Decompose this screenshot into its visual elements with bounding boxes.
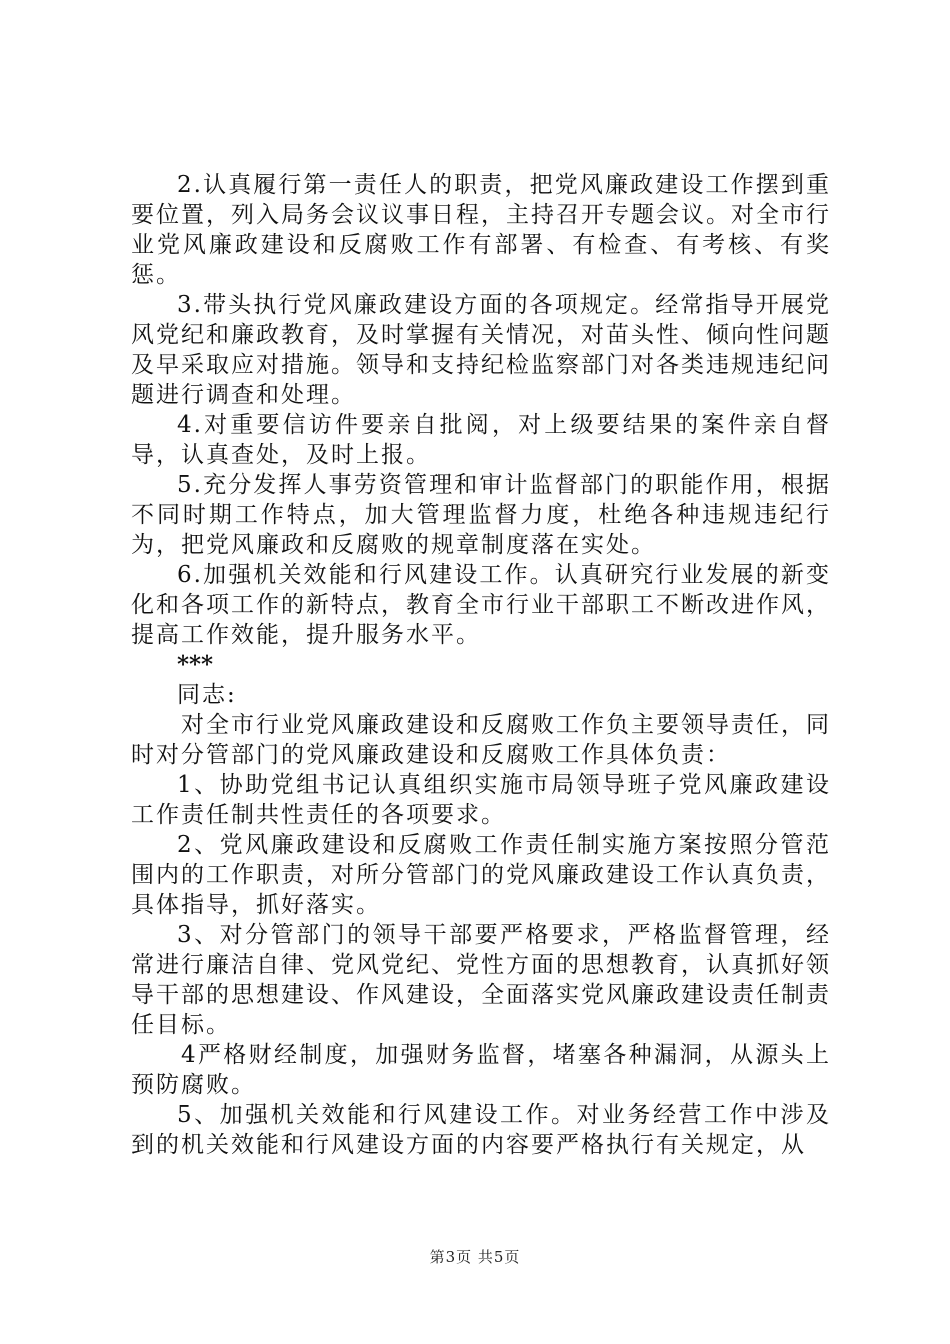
salutation: 同志: xyxy=(177,682,237,708)
list-item-5: 5、加强机关效能和行风建设工作。对业务经营工作中涉及到的机关效能和行风建设方面的内容要严格执行有关规定，从 xyxy=(131,1102,831,1158)
list-item-3: 3、对分管部门的领导干部要严格要求，严格监督管理，经常进行廉洁自律、党风党纪、党性方面的思想教育，认真抓好领导干部的思想建设、作风建设，全面落实党风廉政建设责任制责任目标。 xyxy=(131,922,831,1038)
paragraph-item-6: 6.加强机关效能和行风建设工作。认真研究行业发展的新变化和各项工作的新特点，教育全市行业干部职工不断改进作风，提高工作效能，提升服务水平。 xyxy=(131,562,831,648)
document-body xyxy=(131,170,831,1160)
section-separator: *** xyxy=(177,651,214,678)
intro-paragraph: 对全市行业党风廉政建设和反腐败工作负主要领导责任，同时对分管部门的党风廉政建设和反腐败工作具体负责： xyxy=(131,712,831,768)
paragraph-item-4: 4.对重要信访件要亲自批阅，对上级要结果的案件亲自督导，认真查处，及时上报。 xyxy=(131,412,831,468)
paragraph-item-5: 5.充分发挥人事劳资管理和审计监督部门的职能作用，根据不同时期工作特点，加大管理监督力度，杜绝各种违规违纪行为，把党风廉政和反腐败的规章制度落在实处。 xyxy=(131,472,831,558)
page-number-footer: 第3页 共5页 xyxy=(429,1248,521,1266)
list-item-1: 1、协助党组书记认真组织实施市局领导班子党风廉政建设工作责任制共性责任的各项要求。 xyxy=(131,772,831,828)
paragraph-item-3: 3.带头执行党风廉政建设方面的各项规定。经常指导开展党风党纪和廉政教育，及时掌握有关情况，对苗头性、倾向性问题及早采取应对措施。领导和支持纪检监察部门对各类违规违纪问题进行调查和处理。 xyxy=(131,292,831,408)
list-item-4: 4严格财经制度，加强财务监督，堵塞各种漏洞，从源头上预防腐败。 xyxy=(131,1042,831,1098)
paragraph-item-2: 2.认真履行第一责任人的职责，把党风廉政建设工作摆到重要位置，列入局务会议议事日程，主持召开专题会议。对全市行业党风廉政建设和反腐败工作有部署、有检查、有考核、有奖惩。 xyxy=(131,172,831,288)
list-item-2: 2、党风廉政建设和反腐败工作责任制实施方案按照分管范围内的工作职责，对所分管部门的党风廉政建设工作认真负责，具体指导，抓好落实。 xyxy=(131,832,831,918)
